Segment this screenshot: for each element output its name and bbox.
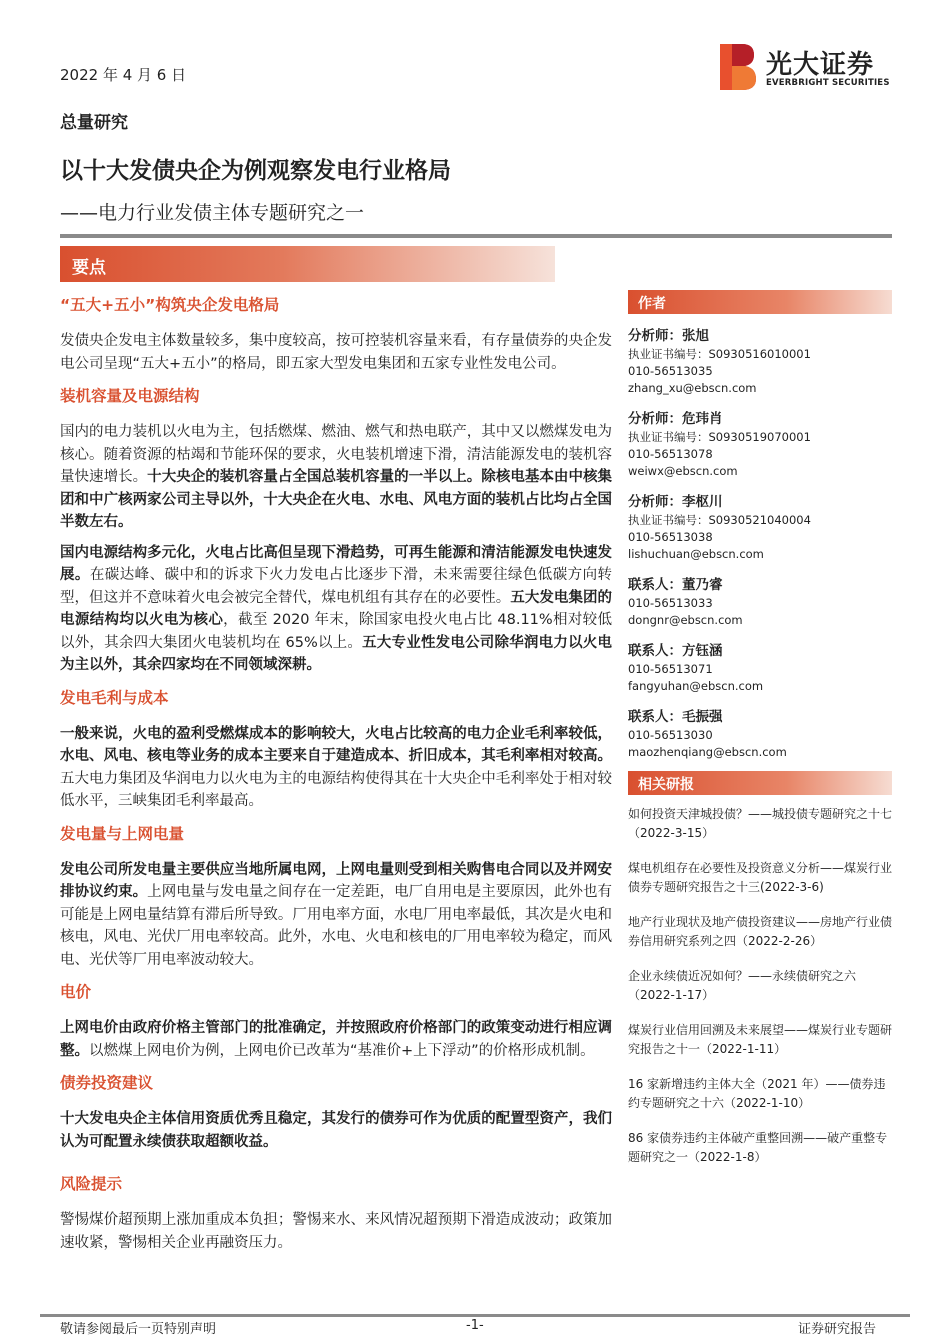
section-heading: “五大+五小”构筑央企发电格局 bbox=[60, 296, 280, 314]
section-heading: 装机容量及电源结构 bbox=[60, 387, 200, 405]
authors-label: 作者 bbox=[638, 296, 666, 312]
bold-text: 十大发电央企主体信用资质优秀且稳定，其发行的债券可作为优质的配置型资产，我们认为可配置永续债获取超额收益。 bbox=[60, 1111, 612, 1150]
bold-text: 十大央企的装机容量占全国总装机容量的一半以上。除核电基本由中核集团和中广核两家公司主导以外，十大央企在火电、水电、风电方面的装机占比均占全国半数左右。 bbox=[60, 469, 613, 530]
author-name: 联系人：毛振强 bbox=[628, 709, 723, 725]
related-label: 相关研报 bbox=[638, 777, 694, 793]
author-contact-line: 010-56513078 bbox=[628, 447, 713, 461]
author-contact-line: zhang_xu@ebscn.com bbox=[628, 381, 757, 395]
author-contact-line: 010-56513030 bbox=[628, 728, 713, 742]
body-text: 五大电力集团及华润电力以火电为主的电源结构使得其在十大央企中毛利率处于相对较低水平，三峡集团毛利率最高。 bbox=[60, 770, 612, 809]
section-paragraph bbox=[60, 421, 612, 534]
section-heading: 发电毛利与成本 bbox=[60, 688, 169, 707]
author-name: 分析师：危玮肖 bbox=[628, 411, 723, 427]
author-card bbox=[628, 641, 892, 695]
related-report-link[interactable]: 煤炭行业信用回溯及未来展望——煤炭行业专题研究报告之十一（2022-1-11） bbox=[628, 1023, 893, 1056]
body-text: 发债央企发电主体数量较多，集中度较高，按可控装机容量来看，有存量债券的央企发电公司呈现“五大+五小”的格局，即五家大型发电集团和五家专业性发电公司。 bbox=[60, 333, 612, 372]
author-contact-line: lishuchuan@ebscn.com bbox=[628, 547, 764, 561]
body-text: ，截至 2020 年末，除国家电投火电占比 48.11%相对较低以外，其余四大集团火电装机均在 65%以上。 bbox=[60, 612, 613, 651]
section-paragraph bbox=[60, 1209, 612, 1254]
body-text: 以燃煤上网电价为例，上网电价已改革为“基准价+上下浮动”的价格形成机制。 bbox=[89, 1042, 595, 1059]
sidebar bbox=[628, 290, 892, 1183]
author-contact-line: 执业证书编号：S0930521040004 bbox=[628, 513, 811, 527]
footer-disclaimer: 敬请参阅最后一页特别声明 bbox=[60, 1322, 217, 1337]
author-card bbox=[628, 492, 892, 563]
everbright-logo-icon bbox=[718, 42, 758, 92]
report-date: 2022 年 4 月 6 日 bbox=[60, 66, 187, 84]
section-paragraph bbox=[60, 542, 612, 677]
author-contact-line: 执业证书编号：S0930516010001 bbox=[628, 347, 811, 361]
bold-text: 上网电价由政府价格主管部门的批准确定，并按照政府价格部门的政策变动进行相应调整。 bbox=[60, 1020, 612, 1059]
author-card bbox=[628, 575, 892, 629]
keypoints-label: 要点 bbox=[72, 258, 106, 278]
author-contact-line: 执业证书编号：S0930519070001 bbox=[628, 430, 811, 444]
section-paragraph bbox=[60, 859, 612, 972]
author-contact-line: weiwx@ebscn.com bbox=[628, 464, 738, 478]
report-category: 总量研究 bbox=[60, 113, 128, 133]
body-text: 国内的电力装机以火电为主，包括燃煤、燃油、燃气和热电联产，其中又以燃煤发电为核心。随着资源的枯竭和节能环保的要求，火电装机增速下滑，清洁能源发电的装机容量快速增长。 bbox=[60, 424, 612, 485]
author-name: 联系人：方钰涵 bbox=[628, 643, 723, 659]
bold-text: 五大专业性发电公司除华润电力以火电为主以外，其余四家均在不同领域深耕。 bbox=[60, 634, 612, 673]
author-contact-line: 010-56513038 bbox=[628, 530, 713, 544]
bold-text: 五大发电集团的电源结构均以火电为核心 bbox=[60, 589, 613, 628]
related-banner bbox=[628, 771, 892, 795]
author-list bbox=[628, 326, 892, 761]
related-report-link[interactable]: 如何投资天津城投债？——城投债专题研究之十七（2022-3-15） bbox=[628, 807, 893, 840]
author-name: 分析师：张旭 bbox=[628, 328, 709, 344]
authors-banner bbox=[628, 290, 892, 314]
body-text: 上网电量与发电量之间存在一定差距，电厂自用电是主要原因，此外也有可能是上网电量结算有滞后所导致。厂用电率方面，水电厂用电率最低，其次是火电和核电，风电、光伏厂用电率较高。此外，水电、火电和核电的厂用电率较为稳定，而风电、光伏等厂用电率波动较大。 bbox=[60, 884, 613, 968]
related-report-link[interactable]: 地产行业现状及地产债投资建议——房地产行业债券信用研究系列之四（2022-2-26） bbox=[628, 915, 893, 948]
author-contact-line: dongnr@ebscn.com bbox=[628, 613, 743, 627]
footer-report-type: 证券研究报告 bbox=[798, 1322, 877, 1337]
author-card bbox=[628, 409, 892, 480]
related-report-link[interactable]: 煤电机组存在必要性及投资意义分析——煤炭行业债券专题研究报告之十三(2022-3-6) bbox=[628, 861, 893, 894]
author-card bbox=[628, 707, 892, 761]
author-name: 联系人：董乃睿 bbox=[628, 577, 723, 593]
keypoints-banner bbox=[60, 246, 555, 282]
section-paragraph bbox=[60, 1017, 612, 1062]
section-heading: 电价 bbox=[60, 983, 92, 1001]
author-contact-line: 010-56513071 bbox=[628, 662, 713, 676]
author-contact-line: 010-56513035 bbox=[628, 364, 713, 378]
section-heading: 发电量与上网电量 bbox=[60, 824, 185, 843]
bold-text: 一般来说，火电的盈利受燃煤成本的影响较大，火电占比较高的电力企业毛利率较低，水电、风电、核电等业务的成本主要来自于建造成本、折旧成本，其毛利率相对较高。 bbox=[60, 725, 612, 764]
body-text: 警惕煤价超预期上涨加重成本负担；警惕来水、来风情况超预期下滑造成波动；政策加速收紧，警惕相关企业再融资压力。 bbox=[60, 1212, 612, 1251]
section-paragraph bbox=[60, 723, 612, 813]
related-report-link[interactable]: 86 家债券违约主体破产重整回溯——破产重整专题研究之一（2022-1-8） bbox=[628, 1131, 888, 1164]
report-subtitle: ——电力行业发债主体专题研究之一 bbox=[60, 202, 365, 224]
related-report-link[interactable]: 企业永续债近况如何？——永续债研究之六（2022-1-17） bbox=[628, 969, 857, 1002]
footer-divider bbox=[40, 1314, 910, 1317]
bold-text: 国内电源结构多元化，火电占比高但呈现下滑趋势，可再生能源和清洁能源发电快速发展。 bbox=[60, 544, 612, 583]
footer-page-number: -1- bbox=[466, 1318, 484, 1333]
section-paragraph bbox=[60, 1108, 612, 1153]
author-name: 分析师：李枢川 bbox=[628, 494, 723, 510]
related-report-list bbox=[628, 805, 892, 1166]
section-paragraph bbox=[60, 330, 612, 375]
related-report-link[interactable]: 16 家新增违约主体大全（2021 年）——债券违约专题研究之十六（2022-1-10） bbox=[628, 1077, 886, 1110]
section-heading: 风险提示 bbox=[60, 1175, 123, 1193]
body-text: 在碳达峰、碳中和的诉求下火力发电占比逐步下滑，未来需要往绿色低碳方向转型，但这并不意味着火电会被完全替代，煤电机组有其存在的必要性。 bbox=[60, 567, 613, 606]
author-contact-line: maozhenqiang@ebscn.com bbox=[628, 745, 787, 759]
section-heading: 债券投资建议 bbox=[60, 1074, 154, 1092]
author-contact-line: fangyuhan@ebscn.com bbox=[628, 679, 764, 693]
report-title: 以十大发债央企为例观察发电行业格局 bbox=[60, 158, 451, 184]
bold-text: 发电公司所发电量主要供应当地所属电网，上网电量则受到相关购售电合同以及并网安排协议约束。 bbox=[60, 861, 612, 900]
brand-name-cn: 光大证券 bbox=[766, 50, 875, 80]
author-contact-line: 010-56513033 bbox=[628, 596, 713, 610]
author-card bbox=[628, 326, 892, 397]
brand-name-en: EVERBRIGHT SECURITIES bbox=[766, 78, 890, 88]
brand-logo bbox=[718, 42, 898, 98]
header-divider bbox=[60, 234, 892, 238]
main-content bbox=[60, 292, 612, 1262]
